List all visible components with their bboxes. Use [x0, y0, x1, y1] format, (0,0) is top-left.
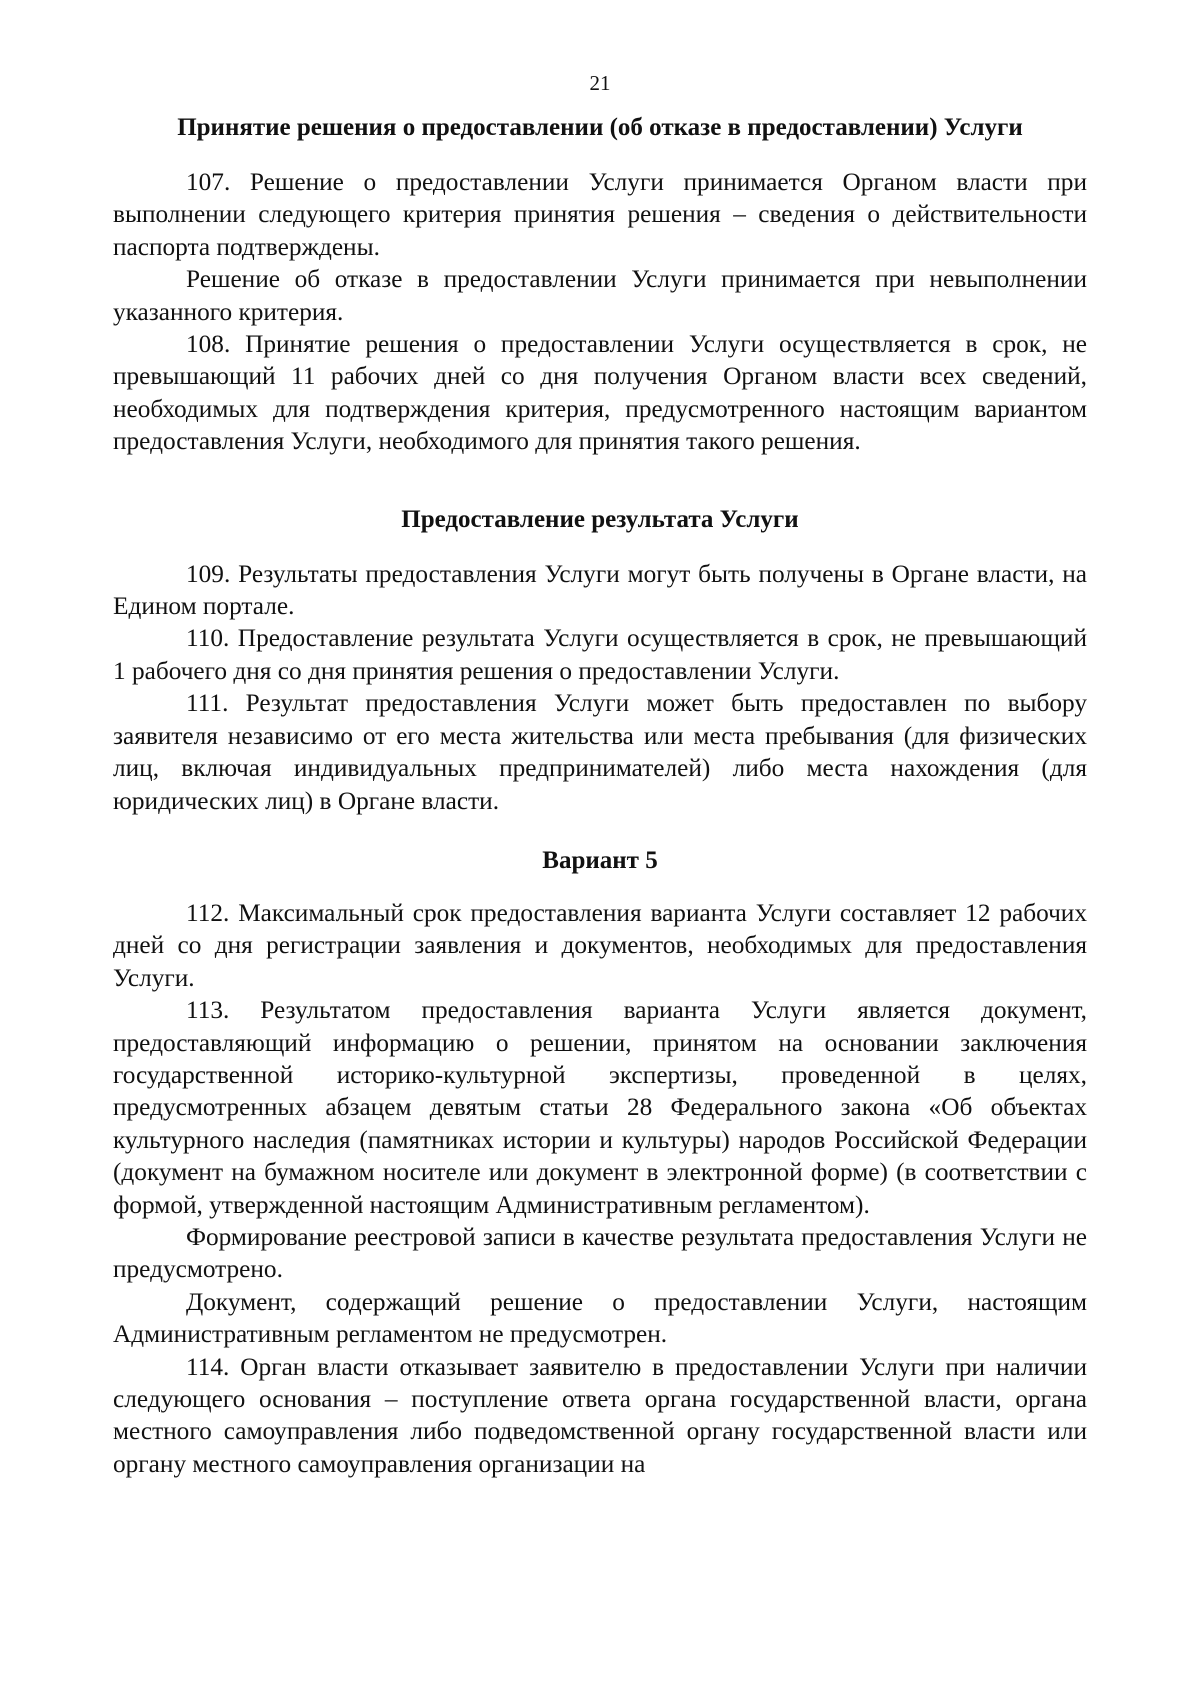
paragraph-108: 108. Принятие решения о предоставлении Услуги осуществляется в срок, не превышающий 11 рабочих дней со дня получения Органом власти всех сведений, необходимых для подтверждения критерия, предусмотренного настоящим вариантом предоставления Услуги, необходимого для принятия такого решения.	[113, 330, 1087, 456]
paragraph-112: 112. Максимальный срок предоставления варианта Услуги составляет 12 рабочих дней со дня регистрации заявления и документов, необходимых для предоставления Услуги.	[113, 898, 1087, 992]
section-title-variant-5: Вариант 5	[542, 846, 658, 874]
paragraph-107-refusal: Решение об отказе в предоставлении Услуги принимается при невыполнении указанного критерия.	[113, 265, 1087, 326]
paragraph-113-document: Документ, содержащий решение о предоставлении Услуги, настоящим Административным регламентом не предусмотрен.	[113, 1287, 1087, 1349]
paragraph-110: 110. Предоставление результата Услуги осуществляется в срок, не превышающий 1 рабочего дня со дня принятия решения о предоставлении Услуги.	[113, 624, 1087, 685]
section-title-decision: Принятие решения о предоставлении (об отказе в предоставлении) Услуги	[177, 114, 1023, 141]
paragraph-111: 111. Результат предоставления Услуги может быть предоставлен по выбору заявителя независимо от его места жительства или места пребывания (для физических лиц, включая индивидуальных предпринимателей) либо места нахождения (для юридических лиц) в Органе власти.	[113, 689, 1087, 815]
page-number: 21	[589, 71, 611, 95]
section-title-result: Предоставление результата Услуги	[401, 505, 799, 533]
paragraph-113-registry: Формирование реестровой записи в качестве результата предоставления Услуги не предусмотрено.	[113, 1222, 1087, 1284]
paragraph-109: 109. Результаты предоставления Услуги могут быть получены в Органе власти, на Едином портале.	[113, 559, 1087, 621]
paragraph-113: 113. Результатом предоставления варианта Услуги является документ, предоставляющий информацию о решении, принятом на основании заключения государственной историко-культурной экспертизы, проведенной в целях, предусмотренных абзацем девятым статьи 28 Федерального закона «Об объектах культурного наследия (памятниках истории и культуры) народов Российской Федерации (документ на бумажном носителе или документ в электронной форме) (в соответствии с формой, утвержденной настоящим Административным регламентом).	[113, 996, 1087, 1219]
paragraph-114: 114. Орган власти отказывает заявителю в предоставлении Услуги при наличии следующего основания – поступление ответа органа государственной власти, органа местного самоуправления либо подведомственной органу государственной власти или органу местного самоуправления организации на	[113, 1352, 1087, 1478]
paragraph-107: 107. Решение о предоставлении Услуги принимается Органом власти при выполнении следующего критерия принятия решения – сведения о действительности паспорта подтверждены.	[113, 168, 1087, 261]
